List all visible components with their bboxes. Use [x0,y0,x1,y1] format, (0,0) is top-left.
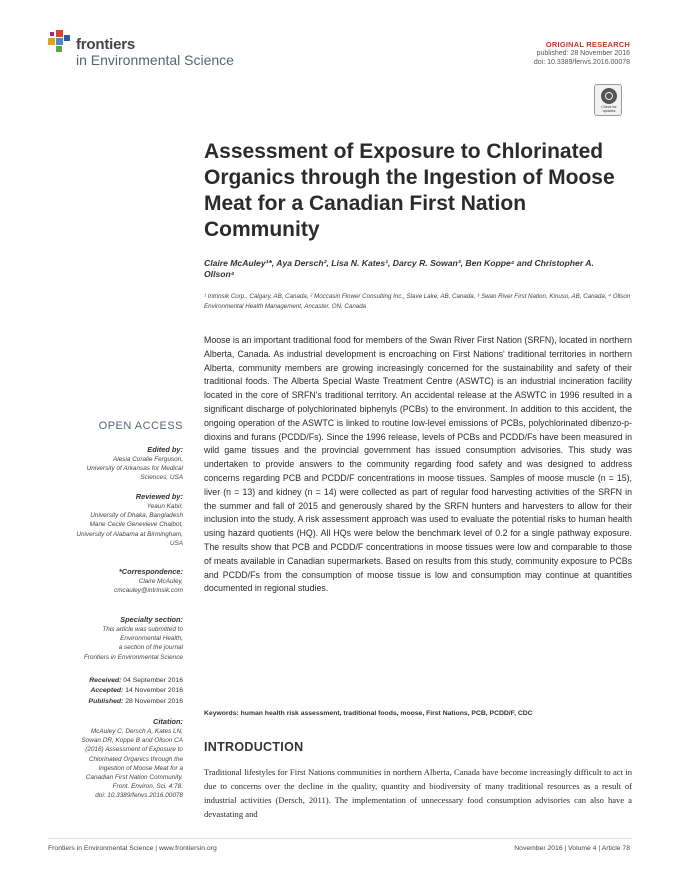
published-date: published: 28 November 2016 [536,50,630,57]
keywords-label: Keywords: [204,710,239,717]
correspondent-email[interactable]: cmcauley@intrinsik.com [114,587,183,595]
affiliations: ¹ Intrinsik Corp., Calgary, AB, Canada, ² Moccasin Flower Consulting Inc., Slave Lake, AB, Canada, ³ Swan River First Nation, Kinuso, AB, Canada, ⁴ Ollson Environmental Health Management, Ancaster, ON, Canada [204,293,631,310]
editor-line: Alesia Coralie Ferguson, [113,456,183,463]
specialty-label: Specialty section: [120,615,183,624]
published-date-sidebar: 28 November 2016 [125,697,183,705]
introduction-text: Traditional lifestyles for First Nations communities in northern Alberta, Canada have become increasingly difficult to act in due to concerns over the decline in the quality, quantity and biodiversity of many traditional resources as a result of industrial activities (Dersch, 2011). The implementation of unnecessary food consumption advisories can also have a devastating and [204,767,632,819]
specialty-line: a section of the journal [118,644,183,652]
abstract-text: Moose is an important traditional food for members of the Swan River First Nation (SRFN), located in northern Alberta, Canada. As industrial development is encroaching on First Nations' traditional territories in northern Alberta, community members are growing increasingly concerned for the sustainability and safety of their traditional foods. The Alberta Special Waste Treatment Centre (ASWTC) is an industrial incineration facility located in the core of SRFN's traditional territory. An accidental release at the ASWTC in 1996 resulted in a significant discharge of polychlorinated biphenyls (PCBs) to the environment. In addition to this accident, the ongoing operation of the ASWTC is linked to routine low-level emissions of PCBs, polychlorinated dibenzo-p-dioxins and furans (PCDD/Fs). Since the 1996 release, levels of PCBs and PCDD/Fs have been measured in wild game tissues and the provincial government has issued consumption advisories. This study was undertaken to provide answers to the community regarding food safety and was designed to address concerns regarding PCB and PCDD/F concentrations in moose tissues. Samples of moose muscle (n = 15), liver (n = 13) and kidney (n = 14) were collected as part of regular food harvesting activities of the SRFN in the summer and fall of 2015 and generously shared by the SRFN hunters and harvesters to allow for their inclusion into the study. A risk assessment approach was used to evaluate the potential risks to human health using hazard quotients (HQ). All HQs were below the benchmark level of 0.2 for a single pathway exposure. The results show that PCB and PCDD/F concentrations in moose tissues were low and comparable to those of meats available in Canadian supermarkets. Based on results from this study, community exposure to PCBs and PCDD/Fs from the consumption of moose tissue is low and consumption may continue at quantities documented in regional studies. [204,335,632,594]
reviewer-line: University of Alabama at Birmingham, [76,530,183,538]
edited-by-label: Edited by: [147,445,183,454]
check-for-updates-button[interactable] [594,84,622,116]
specialty-block [13,614,183,662]
citation-line: Ingestion of Moose Meat for a [98,764,183,772]
published-label: Published: [88,697,124,705]
article-title: Assessment of Exposure to Chlorinated Organics through the Ingestion of Moose Meat for a Canadian First Nation Community [204,140,615,241]
article-meta [534,40,630,67]
citation-doi[interactable]: doi: 10.3389/fenvs.2016.00078 [95,792,183,800]
specialty-line: Environmental Health, [120,635,183,643]
editor-line: Sciences, USA [140,474,183,482]
citation-line: (2016) Assessment of Exposure to [85,746,183,754]
reviewed-by-label: Reviewed by: [135,492,183,501]
footer-issue: November 2016 | Volume 4 | Article 78 [514,845,630,852]
specialty-line: This article was submitted to [102,626,183,633]
citation-line: Canadian First Nation Community. [85,774,183,782]
accepted-label: Accepted: [90,687,124,695]
updates-icon [601,88,617,104]
section-heading-introduction: INTRODUCTION [204,740,304,754]
updates-label: Check for updates [601,105,617,114]
journal-name[interactable]: in Environmental Science [76,52,234,68]
reviewer-line: University of Dhaka, Bangladesh [90,512,183,520]
citation-line: Sowan DR, Koppe B and Ollson CA [81,737,183,745]
correspondence-block [13,566,183,595]
open-access-label: OPEN ACCESS [98,420,183,432]
doi[interactable]: doi: 10.3389/fenvs.2016.00078 [533,59,630,66]
edited-by-block [13,444,183,483]
citation-line: McAuley C, Dersch A, Kates LN, [90,728,183,735]
correspondence-label: *Correspondence: [118,567,183,576]
footer-divider [48,838,632,839]
footer-journal[interactable]: Frontiers in Environmental Science | www.frontiersin.org [48,845,217,852]
citation-line: Front. Environ. Sci. 4:78. [112,783,183,791]
received-date: 04 September 2016 [123,677,183,684]
dates-block [13,676,183,707]
reviewer-line: Marie Cecile Genevieve Chalbot, [89,521,183,529]
frontiers-logo-icon [48,30,74,52]
reviewed-by-block [13,491,183,548]
article-type: ORIGINAL RESEARCH [545,40,630,49]
received-label: Received: [89,677,122,684]
correspondent-name: Claire McAuley, [138,578,183,585]
published-row [13,697,183,707]
author-list[interactable]: Claire McAuley¹*, Aya Dersch², Lisa N. Kates¹, Darcy R. Sowan³, Ben Koppe⁴ and Christopher A. Ollson⁴ [204,258,594,279]
citation-label: Citation: [153,717,183,726]
citation-line: Chlorinated Organics through the [88,755,183,763]
received-row [13,676,183,686]
specialty-line: Frontiers in Environmental Science [83,653,183,661]
citation-block [13,716,183,801]
brand-name[interactable]: frontiers [76,36,136,53]
reviewer-line: Yeaun Kabir, [146,503,183,510]
editor-line: University of Arkansas for Medical [86,465,183,473]
accepted-row [13,686,183,696]
reviewer-line: USA [169,539,183,547]
accepted-date: 14 November 2016 [125,687,183,695]
keywords [204,710,632,717]
keywords-list: human health risk assessment, traditional foods, moose, First Nations, PCB, PCDD/F, CDC [240,710,533,717]
